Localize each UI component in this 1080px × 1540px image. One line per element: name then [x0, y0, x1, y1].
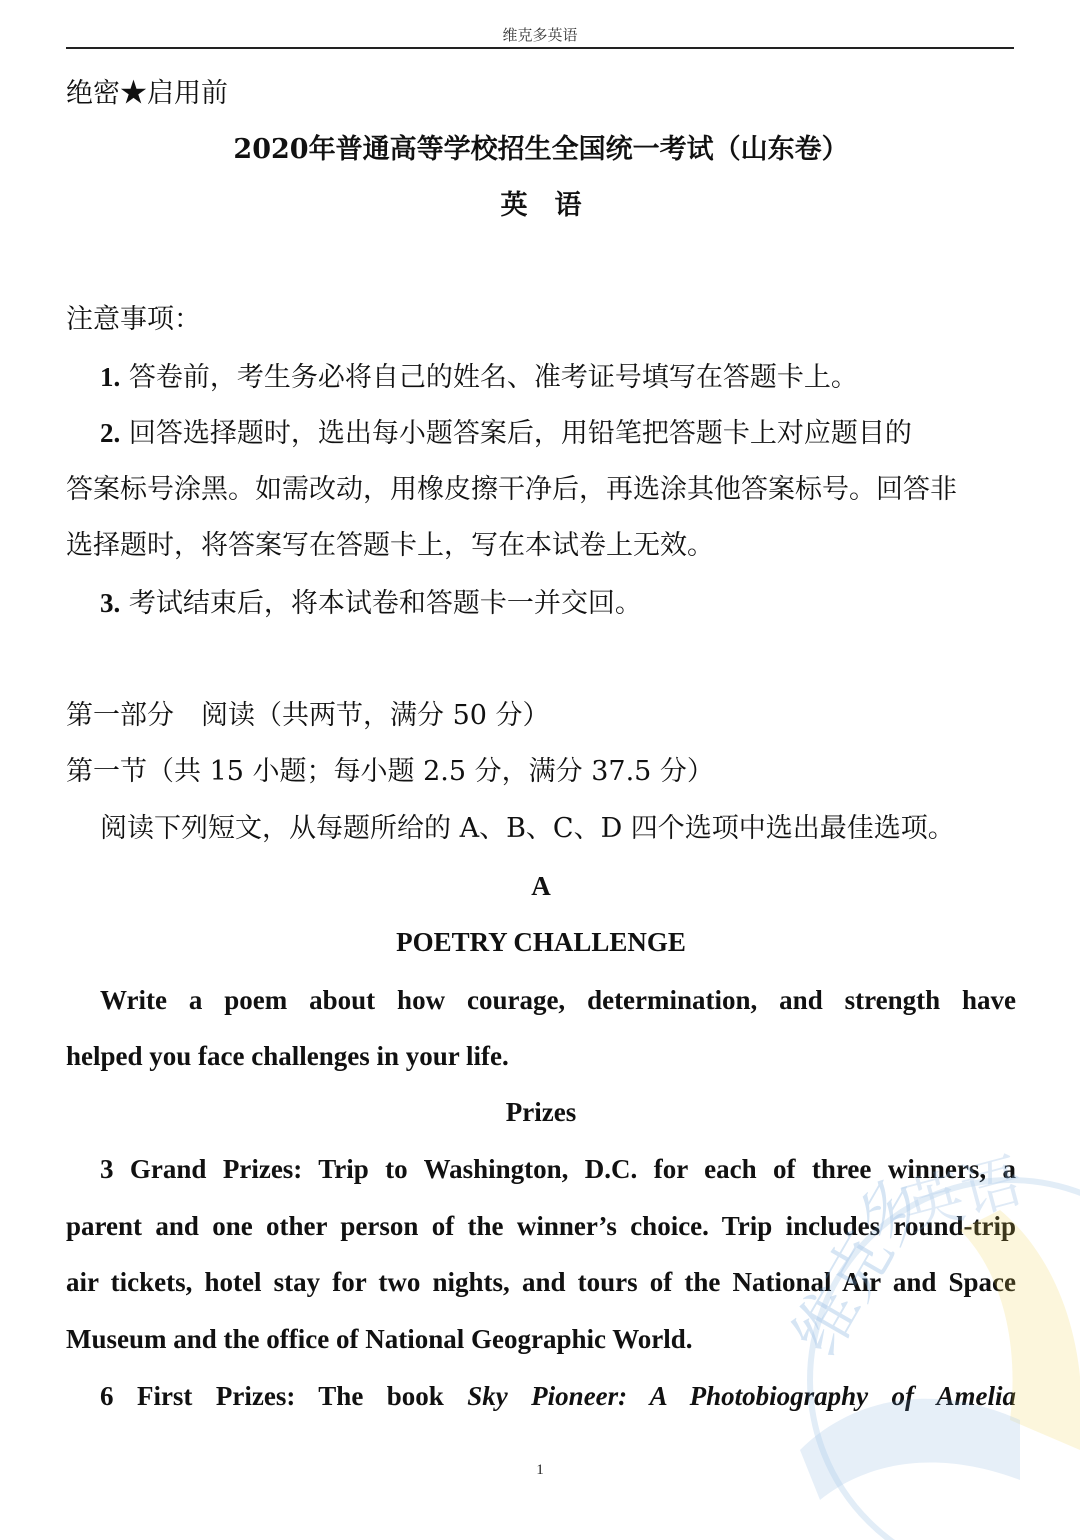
subject-title: 英 语 [500, 190, 582, 221]
svg-text:英语: 英语 [895, 1145, 1030, 1245]
notice-item-2-text-line2: 答案标号涂黑。如需改动，用橡皮擦干净后，再选涂其他答案标号。回答非 [66, 474, 957, 505]
confidential-label: 绝密★启用前 [66, 78, 228, 109]
reading-instruction: 阅读下列短文，从每题所给的 A、B、C、D 四个选项中选出最佳选项。 [100, 813, 955, 844]
notice-item-2-number: 2. [100, 418, 121, 448]
notice-item-2-text-line3: 选择题时，将答案写在答题卡上，写在本试卷上无效。 [66, 530, 714, 561]
notice-item-1 [100, 357, 1016, 398]
passage-intro-line1: Write a poem about how courage, determination, and strength have [100, 985, 1016, 1015]
grand-prizes-line2: parent and one other person of the winner’s choice. Trip includes round-trip [66, 1211, 1016, 1241]
page-number: 1 [536, 1462, 544, 1478]
notice-item-3-number: 3. [100, 588, 121, 618]
passage-letter: A [531, 871, 551, 901]
part1-heading: 第一部分 阅读（共两节，满分 50 分） [66, 700, 550, 731]
grand-prizes-line3: air tickets, hotel stay for two nights, and tours of the National Air and Space [66, 1267, 1016, 1297]
notice-item-2-text-line1: 回答选择题时，选出每小题答案后，用铅笔把答题卡上对应题目的 [128, 418, 912, 449]
notice-heading: 注意事项： [66, 304, 201, 335]
header-rule [66, 47, 1014, 49]
notice-item-3 [100, 583, 1016, 624]
first-prizes-prefix: 6 First Prizes: The book [100, 1381, 468, 1411]
prizes-heading: Prizes [505, 1097, 577, 1127]
grand-prizes-line1: 3 Grand Prizes: Trip to Washington, D.C. for each of three winners, a [100, 1154, 1016, 1184]
exam-title: 2020年普通高等学校招生全国统一考试（山东卷） [233, 134, 849, 165]
first-prizes-line1 [100, 1376, 1016, 1416]
section1-heading: 第一节（共 15 小题；每小题 2.5 分，满分 37.5 分） [66, 756, 714, 787]
notice-item-1-number: 1. [100, 362, 121, 392]
notice-item-3-text: 考试结束后，将本试卷和答题卡一并交回。 [128, 588, 642, 619]
passage-title: POETRY CHALLENGE [396, 927, 686, 957]
grand-prizes-line4: Museum and the office of National Geographic World. [66, 1324, 693, 1354]
svg-text:维克多: 维克多 [779, 1164, 940, 1368]
first-prizes-book-title: Sky Pioneer: A Photobiography of Amelia [467, 1381, 1016, 1411]
passage-intro-line2: helped you face challenges in your life. [66, 1041, 509, 1071]
notice-item-1-text: 答卷前，考生务必将自己的姓名、准考证号填写在答题卡上。 [128, 362, 858, 393]
notice-item-2 [100, 413, 1016, 454]
page-header: 维克多英语 [502, 26, 578, 44]
